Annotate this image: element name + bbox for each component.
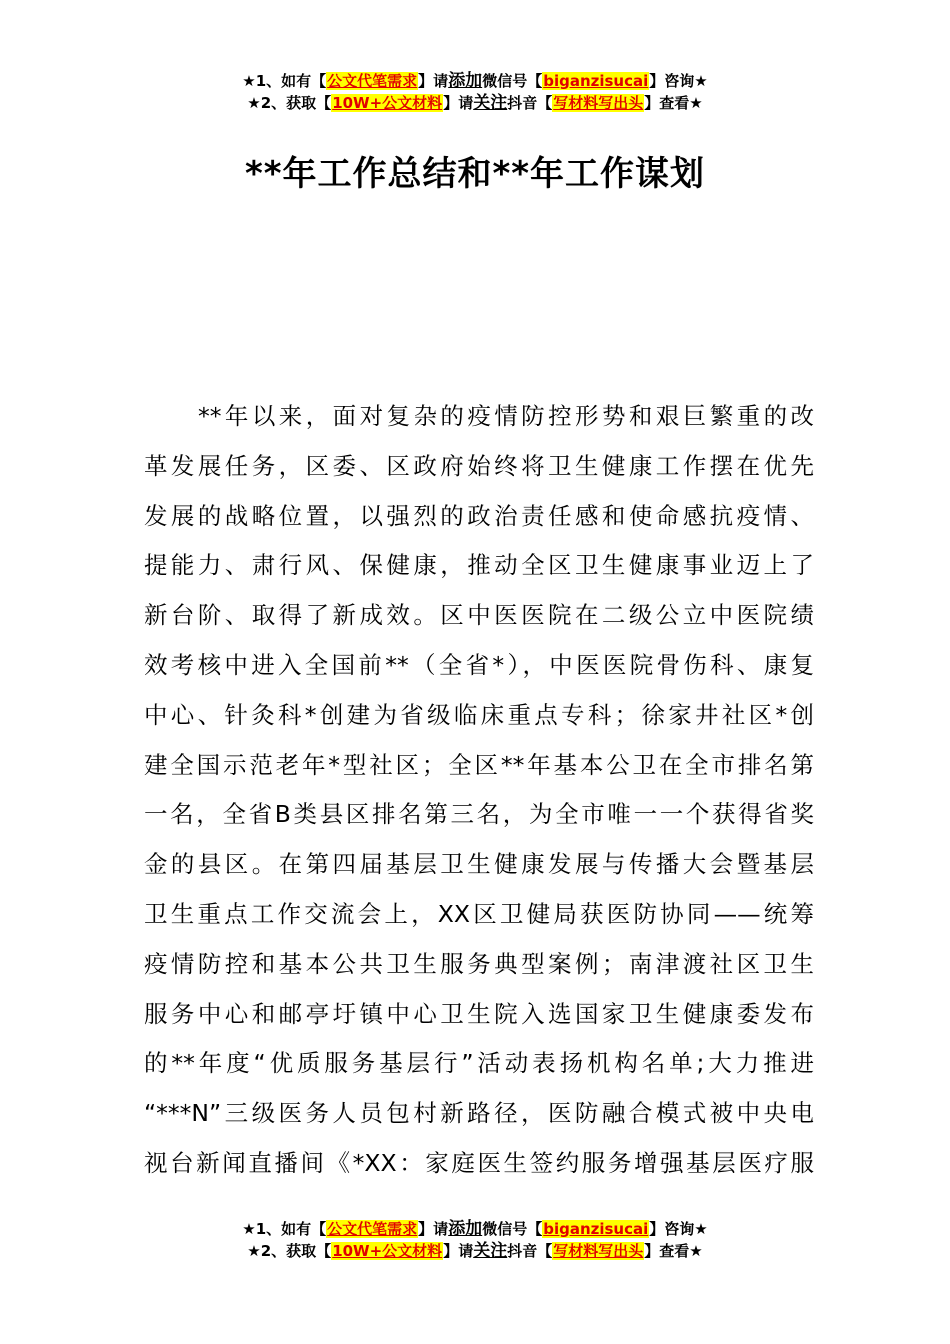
banner-text: ★1、如有【 [242,1220,327,1238]
banner-text: ★1、如有【 [242,72,327,90]
paragraph-line: 发展的战略位置，以强烈的政治责任感和使命感抗疫情、 [144,501,814,530]
banner-line-2 [0,1240,950,1262]
banner-line-2 [0,92,950,114]
paragraph-line: 提能力、肃行风、保健康，推动全区卫生健康事业迈上了 [144,551,814,580]
banner-highlight: biganzisucai [543,72,649,90]
paragraph-line: 一名，全省B类县区排名第三名，为全市唯一一个获得省奖 [144,800,814,829]
banner-text: 】查看★ [644,94,703,112]
banner-emphasis: 添加 [448,1219,483,1239]
banner-text: 抖音【 [507,1242,553,1260]
banner-emphasis: 关注 [473,1241,508,1261]
paragraph-line: 金的县区。在第四届基层卫生健康发展与传播大会暨基层 [144,850,814,879]
banner-text: ★2、获取【 [247,1242,332,1260]
banner-text: ★2、获取【 [247,94,332,112]
banner-highlight: 公文代笔需求 [327,72,418,90]
banner-text: 微信号【 [482,72,543,90]
banner-text: 】咨询★ [649,1220,708,1238]
banner-highlight: 写材料写出头 [553,94,644,112]
banner-emphasis: 添加 [448,71,483,91]
paragraph-line: 卫生重点工作交流会上，XX区卫健局获医防协同——统筹 [144,899,814,928]
banner-highlight: 10W+公文材料 [332,94,443,112]
document-body [144,392,814,1189]
banner-highlight: 公文代笔需求 [327,1220,418,1238]
banner-text: 】请 [443,1242,474,1260]
banner-text: 抖音【 [507,94,553,112]
banner-highlight: 写材料写出头 [553,1242,644,1260]
paragraph-line: 革发展任务，区委、区政府始终将卫生健康工作摆在优先 [144,451,814,480]
banner-line-1 [0,70,950,92]
banner-highlight: biganzisucai [543,1220,649,1238]
banner-text: 】请 [418,1220,449,1238]
paragraph-line: 服务中心和邮亭圩镇中心卫生院入选国家卫生健康委发布 [144,999,814,1028]
banner-text: 】咨询★ [649,72,708,90]
banner-text: 】请 [443,94,474,112]
banner-text: 微信号【 [482,1220,543,1238]
banner-highlight: 10W+公文材料 [332,1242,443,1260]
paragraph-line: 中心、针灸科*创建为省级临床重点专科；徐家井社区*创 [144,700,814,729]
banner-text: 】查看★ [644,1242,703,1260]
paragraph-line: 视台新闻直播间《*XX：家庭医生签约服务增强基层医疗服 [144,1148,814,1177]
paragraph-line: 疫情防控和基本公共卫生服务典型案例；南津渡社区卫生 [144,949,814,978]
paragraph-line: 的**年度“优质服务基层行”活动表扬机构名单;大力推进 [144,1049,814,1078]
paragraph-line: 新台阶、取得了新成效。区中医医院在二级公立中医院绩 [144,601,814,630]
document-title: **年工作总结和**年工作谋划 [244,154,706,194]
banner-text: 】请 [418,72,449,90]
banner-emphasis: 关注 [473,93,508,113]
paragraph-line: “***N”三级医务人员包村新路径，医防融合模式被中央电 [144,1099,814,1128]
paragraph-line: **年以来，面对复杂的疫情防控形势和艰巨繁重的改 [198,402,814,430]
banner-line-1 [0,1218,950,1240]
footer-banner [0,1218,950,1262]
header-banner [0,70,950,114]
paragraph-line: 效考核中进入全国前**（全省*），中医医院骨伤科、康复 [144,650,814,679]
paragraph-line: 建全国示范老年*型社区；全区**年基本公卫在全市排名第 [144,750,814,779]
